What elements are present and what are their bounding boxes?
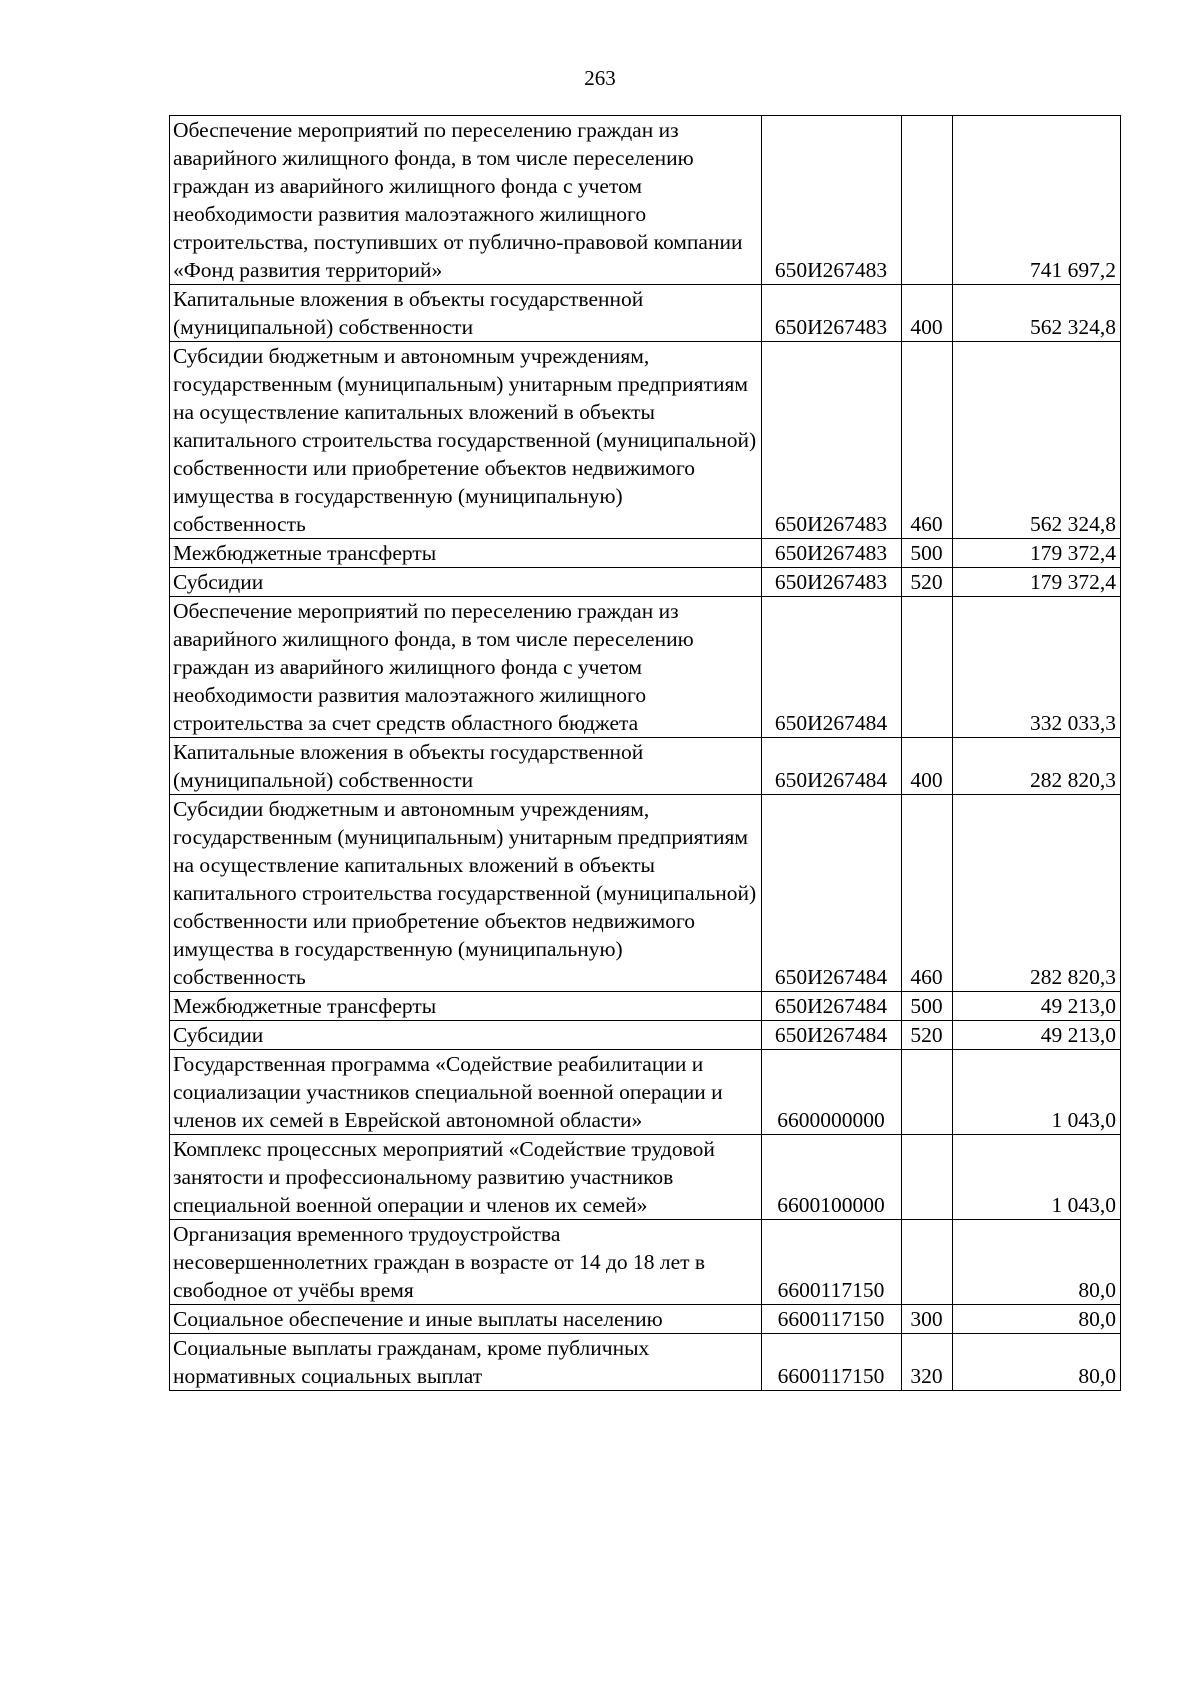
row-name: Субсидии <box>170 1021 762 1050</box>
table-row <box>170 1220 1121 1305</box>
table-row <box>170 597 1121 738</box>
row-amount: 332 033,3 <box>953 597 1121 738</box>
row-amount: 80,0 <box>953 1305 1121 1334</box>
row-name: Комплекс процессных мероприятий «Содействие трудовой занятости и профессиональному развитию участников специальной военной операции и членов их семей» <box>170 1135 762 1220</box>
row-amount: 1 043,0 <box>953 1135 1121 1220</box>
table-row <box>170 342 1121 539</box>
row-code: 650И267484 <box>762 992 902 1021</box>
row-code: 650И267483 <box>762 568 902 597</box>
row-type: 320 <box>902 1334 953 1391</box>
row-code: 650И267484 <box>762 597 902 738</box>
row-code: 6600117150 <box>762 1220 902 1305</box>
row-type <box>902 116 953 285</box>
row-name: Организация временного трудоустройства несовершеннолетних граждан в возрасте от 14 до 18 лет в свободное от учёбы время <box>170 1220 762 1305</box>
budget-table <box>169 115 1121 1391</box>
row-name: Субсидии бюджетным и автономным учреждениям, государственным (муниципальным) унитарным предприятиям на осуществление капитальных вложений в объекты капитального строительства государственной (муниципальной) собственности или приобретение объектов недвижимого имущества в государственную (муниципальную) собственность <box>170 795 762 992</box>
page-number: 263 <box>584 66 616 90</box>
row-amount: 282 820,3 <box>953 795 1121 992</box>
table-row <box>170 992 1121 1021</box>
row-type: 400 <box>902 738 953 795</box>
table-row <box>170 1334 1121 1391</box>
row-type <box>902 597 953 738</box>
row-type: 520 <box>902 1021 953 1050</box>
row-code: 6600000000 <box>762 1050 902 1135</box>
row-name: Обеспечение мероприятий по переселению граждан из аварийного жилищного фонда, в том числе переселению граждан из аварийного жилищного фонда с учетом необходимости развития малоэтажного жилищного строительства, поступивших от публично-правовой компании «Фонд развития территорий» <box>170 116 762 285</box>
table-row <box>170 1021 1121 1050</box>
row-type <box>902 1135 953 1220</box>
table-row <box>170 1050 1121 1135</box>
budget-table-body <box>170 116 1121 1391</box>
row-type <box>902 1050 953 1135</box>
row-code: 650И267483 <box>762 342 902 539</box>
row-amount: 562 324,8 <box>953 285 1121 342</box>
row-name: Обеспечение мероприятий по переселению граждан из аварийного жилищного фонда, в том числе переселению граждан из аварийного жилищного фонда с учетом необходимости развития малоэтажного жилищного строительства за счет средств областного бюджета <box>170 597 762 738</box>
row-amount: 741 697,2 <box>953 116 1121 285</box>
table-row <box>170 1135 1121 1220</box>
table-row <box>170 539 1121 568</box>
row-code: 6600117150 <box>762 1334 902 1391</box>
row-name: Межбюджетные трансферты <box>170 992 762 1021</box>
row-amount: 179 372,4 <box>953 568 1121 597</box>
row-name: Капитальные вложения в объекты государственной (муниципальной) собственности <box>170 285 762 342</box>
row-amount: 179 372,4 <box>953 539 1121 568</box>
row-code: 650И267484 <box>762 1021 902 1050</box>
row-code: 650И267483 <box>762 285 902 342</box>
row-type: 400 <box>902 285 953 342</box>
row-type: 460 <box>902 795 953 992</box>
row-amount: 49 213,0 <box>953 992 1121 1021</box>
row-amount: 80,0 <box>953 1334 1121 1391</box>
row-code: 6600117150 <box>762 1305 902 1334</box>
row-amount: 1 043,0 <box>953 1050 1121 1135</box>
row-type: 500 <box>902 992 953 1021</box>
row-code: 6600100000 <box>762 1135 902 1220</box>
table-row <box>170 795 1121 992</box>
row-name: Субсидии бюджетным и автономным учреждениям, государственным (муниципальным) унитарным предприятиям на осуществление капитальных вложений в объекты капитального строительства государственной (муниципальной) собственности или приобретение объектов недвижимого имущества в государственную (муниципальную) собственность <box>170 342 762 539</box>
row-code: 650И267484 <box>762 795 902 992</box>
row-type: 460 <box>902 342 953 539</box>
row-amount: 80,0 <box>953 1220 1121 1305</box>
row-name: Государственная программа «Содействие реабилитации и социализации участников специальной военной операции и членов их семей в Еврейской автономной области» <box>170 1050 762 1135</box>
table-row <box>170 116 1121 285</box>
table-row <box>170 738 1121 795</box>
row-type: 300 <box>902 1305 953 1334</box>
row-type <box>902 1220 953 1305</box>
row-name: Межбюджетные трансферты <box>170 539 762 568</box>
row-name: Субсидии <box>170 568 762 597</box>
table-row <box>170 285 1121 342</box>
row-amount: 49 213,0 <box>953 1021 1121 1050</box>
row-type: 520 <box>902 568 953 597</box>
table-row <box>170 1305 1121 1334</box>
row-code: 650И267483 <box>762 539 902 568</box>
row-amount: 282 820,3 <box>953 738 1121 795</box>
row-name: Социальное обеспечение и иные выплаты населению <box>170 1305 762 1334</box>
row-code: 650И267483 <box>762 116 902 285</box>
row-amount: 562 324,8 <box>953 342 1121 539</box>
table-row <box>170 568 1121 597</box>
row-type: 500 <box>902 539 953 568</box>
row-name: Социальные выплаты гражданам, кроме публичных нормативных социальных выплат <box>170 1334 762 1391</box>
row-name: Капитальные вложения в объекты государственной (муниципальной) собственности <box>170 738 762 795</box>
row-code: 650И267484 <box>762 738 902 795</box>
